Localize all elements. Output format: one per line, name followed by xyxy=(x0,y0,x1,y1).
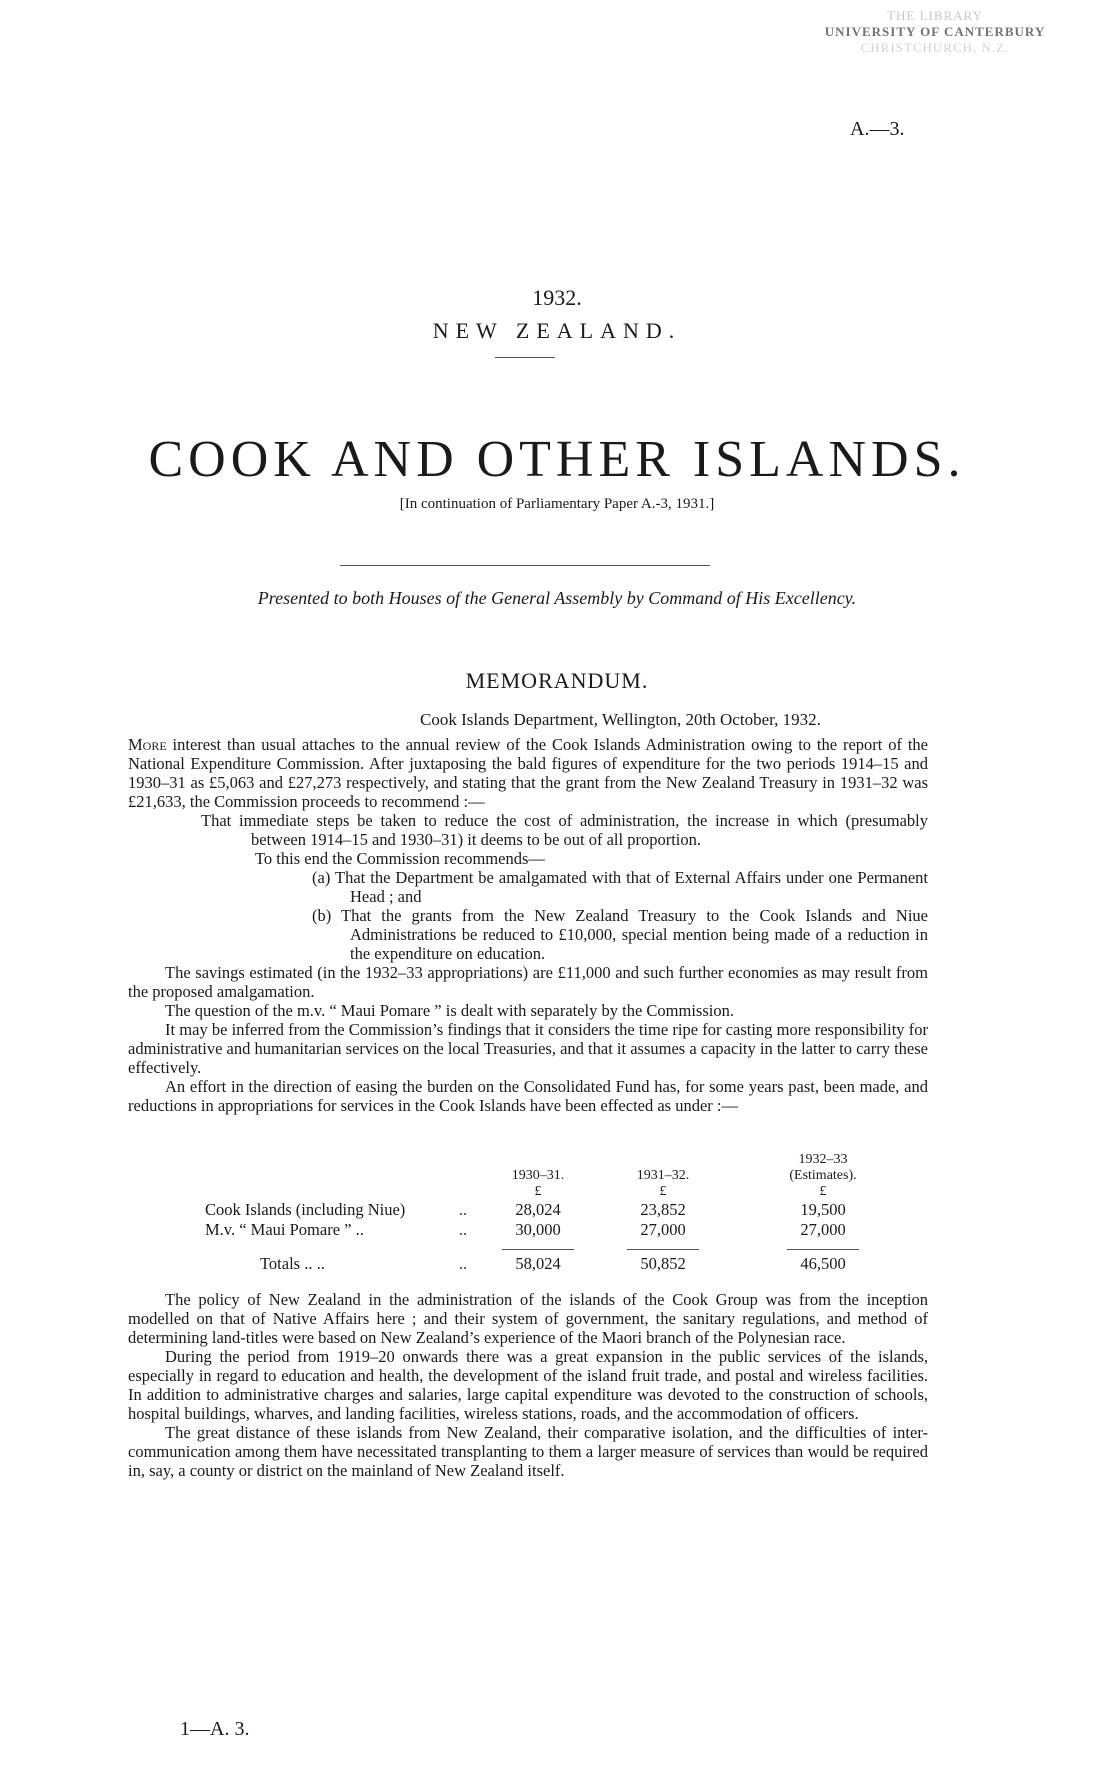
recommendation-item xyxy=(288,868,928,906)
column-header: 1930–31. xyxy=(511,1168,565,1183)
country: NEW ZEALAND. xyxy=(432,318,682,343)
rule-row xyxy=(205,1240,913,1250)
cell-value: 23,852 xyxy=(640,1200,686,1219)
paragraph: During the period from 1919–20 onwards there was a great expansion in the public services of the islands, especially in regard to education and health, the development of the island fruit trade, and postal and wireless facilities. In addition to administrative charges and salaries, large capital expenditure was devoted to the construction of schools, hospital buildings, wharves, and landing facilities, wireless stations, roads, and the accommodation of officers. xyxy=(128,1347,928,1423)
column-header xyxy=(733,1152,913,1184)
paragraph: An effort in the direction of easing the burden on the Consolidated Fund has, for some years past, been made, and reductions in appropriations for services in the Cook Islands have been effected as under :— xyxy=(128,1077,928,1115)
column-header-line: 1932–33 xyxy=(798,1152,848,1167)
item-text: That the Department be amalgamated with that of External Affairs under one Permanent Head ; and xyxy=(335,868,928,906)
totals-label: Totals .. .. xyxy=(260,1254,325,1273)
page-signature: 1—A. 3. xyxy=(180,1718,250,1740)
totals-row xyxy=(205,1250,913,1274)
table-row xyxy=(205,1200,913,1220)
divider xyxy=(340,565,710,566)
leader-dots: .. xyxy=(458,1254,468,1273)
year: 1932. xyxy=(532,285,582,310)
dateline: Cook Islands Department, Wellington, 20th October, 1932. xyxy=(420,710,821,729)
page-title: COOK AND OTHER ISLANDS. xyxy=(148,431,966,488)
cell-value: 30,000 xyxy=(515,1220,561,1239)
column-header-line: (Estimates). xyxy=(789,1168,857,1183)
cell-value: 19,500 xyxy=(800,1200,846,1219)
row-label: M.v. “ Maui Pomare ” .. xyxy=(205,1220,364,1239)
library-stamp xyxy=(820,8,1050,56)
stamp-line: CHRISTCHURCH, N.Z. xyxy=(860,40,1010,55)
row-label: Cook Islands (including Niue) xyxy=(205,1200,406,1219)
divider xyxy=(495,357,555,358)
paragraph: The policy of New Zealand in the administration of the islands of the Cook Group was from the inception modelled on that of Native Affairs here ; and their system of government, the sanitary regulations, and method of determining land-titles were based on New Zealand’s experience of the Maori branch of the Polynesian race. xyxy=(128,1290,928,1347)
memorandum-body xyxy=(128,735,928,1115)
memorandum-body-continued xyxy=(128,1290,928,1480)
total-value: 46,500 xyxy=(800,1254,846,1273)
stamp-line: UNIVERSITY OF CANTERBURY xyxy=(824,24,1046,39)
unit-row xyxy=(205,1184,913,1200)
unit-label: £ xyxy=(659,1184,667,1199)
total-value: 50,852 xyxy=(640,1254,686,1273)
quoted-recommendation: That immediate steps be taken to reduce the cost of administration, the increase in which (presumably between 1914–15 and 1930–31) it deems to be out of all proportion. xyxy=(201,811,928,849)
subtitle: [In continuation of Parliamentary Paper A.-3, 1931.] xyxy=(399,496,715,512)
paragraph-lead: More xyxy=(128,735,167,754)
cell-value: 27,000 xyxy=(800,1220,846,1239)
stamp-line: THE LIBRARY xyxy=(887,8,983,23)
presented-line: Presented to both Houses of the General Assembly by Command of His Excellency. xyxy=(257,588,857,608)
paragraph: The question of the m.v. “ Maui Pomare ” is dealt with separately by the Commission. xyxy=(165,1001,734,1020)
quoted-recommendation: To this end the Commission recommends— xyxy=(255,849,545,868)
cell-value: 27,000 xyxy=(640,1220,686,1239)
paragraph: It may be inferred from the Commission’s findings that it considers the time ripe for casting more responsibility for administrative and humanitarian services on the local Treasuries, and that it assumes a capacity in the latter to carry these effectively. xyxy=(128,1020,928,1077)
paragraph: The great distance of these islands from New Zealand, their comparative isolation, and the difficulties of inter-communication among them have necessitated transplanting to them a larger measure of services than would be required in, say, a county or district on the mainland of New Zealand itself. xyxy=(128,1423,928,1480)
leader-dots: .. xyxy=(458,1200,468,1219)
table-row xyxy=(205,1220,913,1240)
appropriations-table xyxy=(205,1152,913,1274)
paragraph-text: interest than usual attaches to the annual review of the Cook Islands Administration owing to the report of the National Expenditure Commission. After juxtaposing the bald figures of expenditure for the two periods 1914–15 and 1930–31 as £5,063 and £27,273 respectively, and stating that the grant from the New Zealand Treasury in 1931–32 was £21,633, the Commission proceeds to recommend :— xyxy=(128,735,928,811)
paragraph xyxy=(128,735,928,811)
item-text: That the grants from the New Zealand Treasury to the Cook Islands and Niue Administrations be reduced to £10,000, special mention being made of a reduction in the expenditure on education. xyxy=(341,906,928,963)
recommendation-item xyxy=(288,906,928,963)
paragraph: The savings estimated (in the 1932–33 appropriations) are £11,000 and such further economies as may result from the proposed amalgamation. xyxy=(128,963,928,1001)
unit-label: £ xyxy=(819,1184,827,1199)
total-value: 58,024 xyxy=(515,1254,561,1273)
item-label: (b) xyxy=(312,906,332,925)
leader-dots: .. xyxy=(458,1220,468,1239)
cell-value: 28,024 xyxy=(515,1200,561,1219)
document-reference: A.—3. xyxy=(850,118,905,140)
unit-label: £ xyxy=(534,1184,542,1199)
table-header-row xyxy=(205,1152,913,1184)
column-header: 1931–32. xyxy=(636,1168,690,1183)
memorandum-heading: MEMORANDUM. xyxy=(465,668,649,693)
item-label: (a) xyxy=(312,868,331,887)
